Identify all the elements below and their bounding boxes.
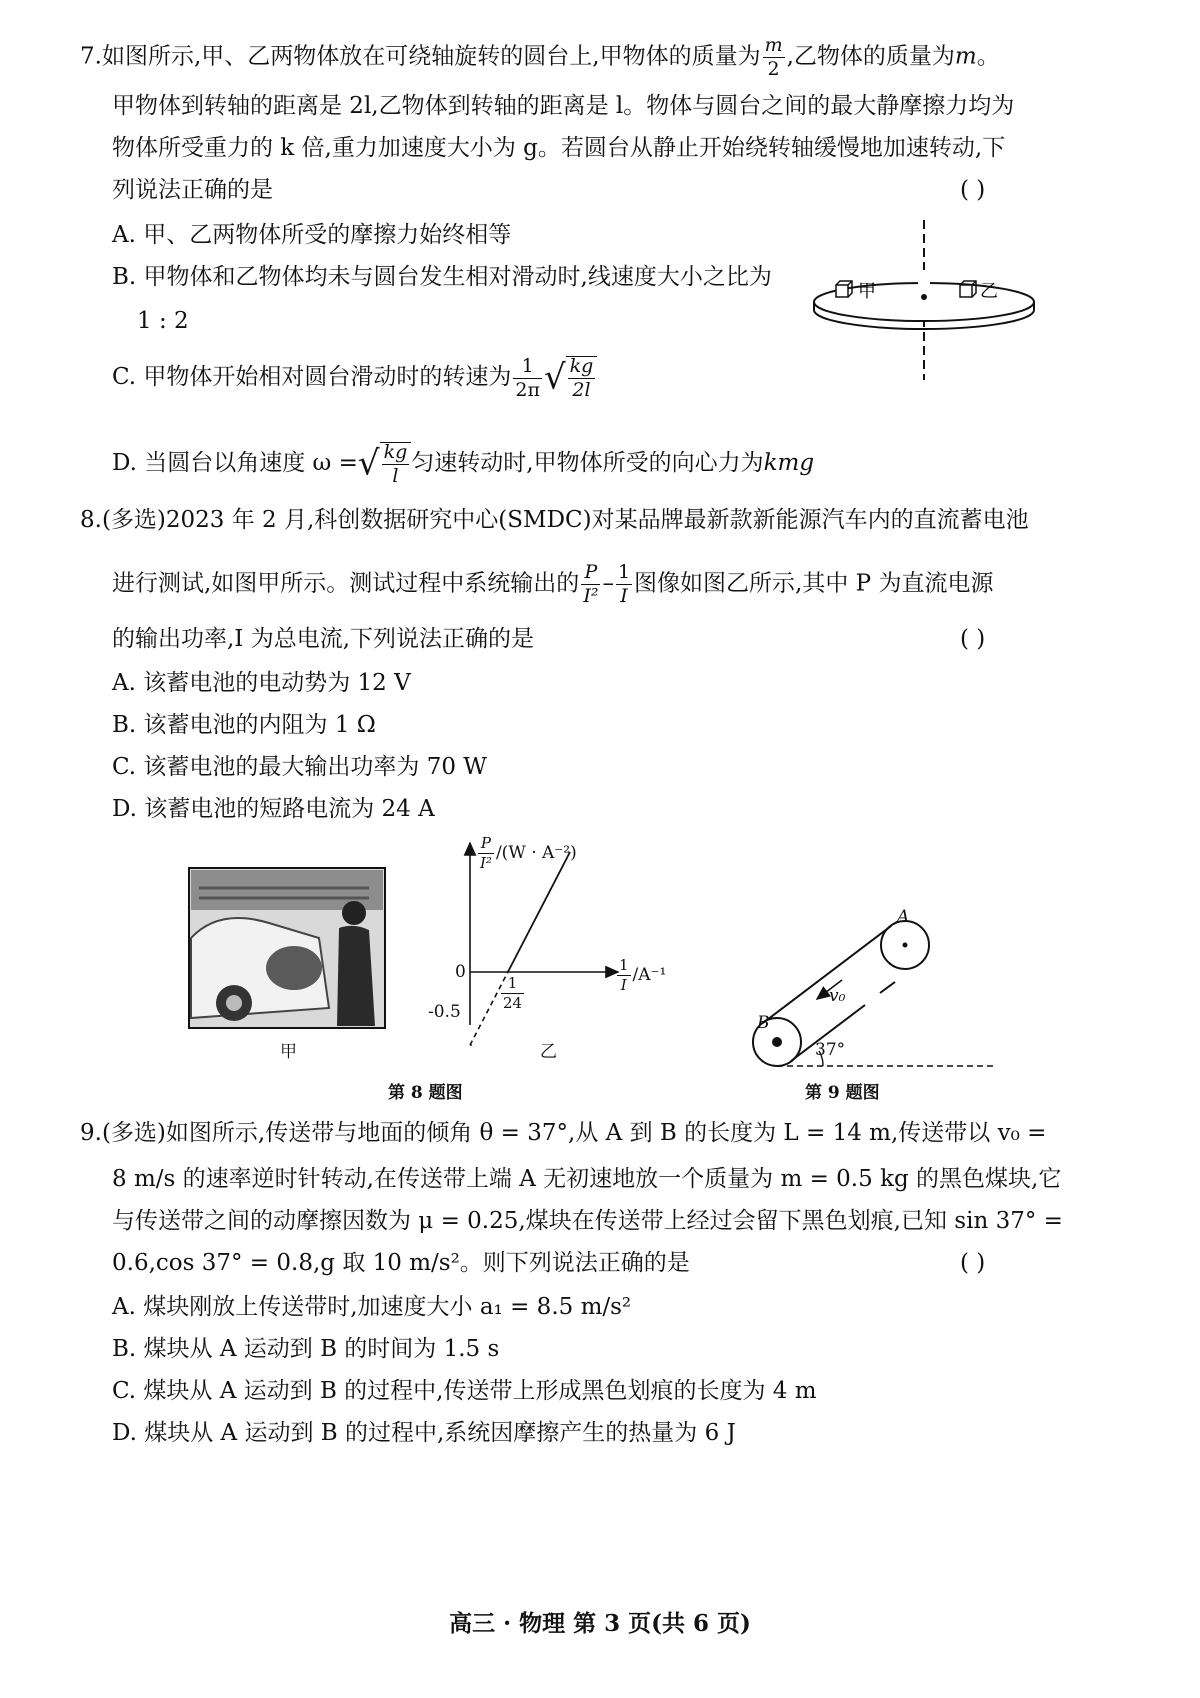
q7-stem-part: 如图所示,甲、乙两物体放在可绕轴旋转的圆台上,甲物体的质量为 [101,43,761,70]
label-jia: 甲 [858,281,876,302]
q9-option-c: C. 煤块从 A 运动到 B 的过程中,传送带上形成黑色划痕的长度为 4 m [112,1378,817,1404]
graph-x-unit: /A⁻¹ [632,965,667,985]
q8-fraction-p-i2 [581,563,600,606]
q7-kmg: kmg [763,450,815,476]
q8-stem-part: 进行测试,如图甲所示。测试过程中系统输出的 [112,570,580,597]
fraction-numerator: P [478,836,494,854]
graph-y-unit: /(W · A⁻²) [495,843,577,863]
fraction-numerator: 1 [617,561,631,583]
radical-denominator: l [392,465,399,487]
q9-label-a: A [897,907,910,927]
q7-line-4: 列说法正确的是 [112,177,273,203]
q8-photo-car-test [189,868,385,1028]
q7-line-1 [80,36,1000,79]
q9-label-v0: v₀ [829,986,846,1006]
q8-caption: 第 8 题图 [388,1083,463,1103]
fraction-numerator: P [581,563,600,585]
graph-origin-label: 0 [455,962,466,982]
q8-option-c: C. 该蓄电池的最大输出功率为 70 W [112,754,487,780]
radical-numerator: kg [383,441,408,463]
q8-answer-paren: ( ) [960,626,986,652]
q7-option-c-radical: √ $\frac{kg}{2l}$ [544,356,597,400]
q9-stem-part: (多选)如图所示,传送带与地面的倾角 θ = 37°,从 A 到 B 的长度为 L = 14 m,传送带以 v₀ = [101,1120,1047,1146]
q8-option-b: B. 该蓄电池的内阻为 1 Ω [112,712,376,738]
fraction-denominator: I [620,585,628,607]
graph-x-tick-label [499,976,526,1011]
page-footer: 高三 · 物理 第 3 页(共 6 页) [449,1610,751,1637]
person-body [337,926,375,1026]
q8-option-a: A. 该蓄电池的电动势为 12 V [112,670,411,696]
q7-option-c [112,356,597,400]
q7-stem-part: ,乙物体的质量为 [786,43,955,70]
q7-option-d [112,442,814,486]
q7-option-d-text: 匀速转动时,甲物体所受的向心力为 [411,450,764,476]
q7-number: 7. [80,43,102,70]
q8-stem-part: (多选)2023 年 2 月,科创数据研究中心(SMDC)对某品牌最新款新能源汽车内的直流蓄电池 [101,507,1029,533]
q9-conveyor-figure [745,905,1005,1075]
q8-stem-part: 图像如图乙所示,其中 P 为直流电源 [634,570,994,597]
radical-numerator: kg [569,355,594,377]
q9-option-b: B. 煤块从 A 运动到 B 的时间为 1.5 s [112,1336,500,1362]
q9-line-2: 8 m/s 的速率逆时针转动,在传送带上端 A 无初速地放一个质量为 m = 0.5 kg 的黑色煤块,它 [112,1166,1062,1192]
q9-option-d: D. 煤块从 A 运动到 B 的过程中,系统因摩擦产生的热量为 6 J [112,1420,736,1446]
q7-option-d-radical: √ $\frac{kg}{l}$ [358,442,411,486]
q9-angle-label: 37° [815,1040,846,1060]
fraction-denominator: 24 [503,994,523,1012]
axis-center-dot [921,294,927,300]
q8-dash: – [602,570,614,597]
q8-option-d: D. 该蓄电池的短路电流为 24 A [112,796,435,822]
q7-line-2: 甲物体到转轴的距离是 2l,乙物体到转轴的距离是 l。物体与圆台之间的最大静摩擦力均为 [112,93,1015,119]
graph-y-tick-label: -0.5 [428,1002,461,1022]
q8-fraction-1-i [616,563,632,606]
q9-line-4: 0.6,cos 37° = 0.8,g 取 10 m/s²。则下列说法正确的是 [112,1250,690,1276]
q9-answer-paren: ( ) [960,1250,986,1276]
q9-number: 9. [80,1120,102,1146]
q9-caption: 第 9 题图 [805,1083,880,1103]
graph-x-label [615,958,666,993]
q9-line-3: 与传送带之间的动摩擦因数为 μ = 0.25,煤块在传送带上经过会留下黑色划痕,已知 sin 37° = [112,1208,1063,1234]
q7-option-b-ratio: 1 : 2 [137,308,189,334]
q7-option-c-fraction [513,354,542,401]
q7-mass-symbol: m [954,43,977,70]
fraction-denominator: I [620,976,627,994]
graph-y-label [476,836,577,871]
q8-line-3: 的输出功率,I 为总电流,下列说法正确的是 [112,626,535,652]
q8-line-2 [112,563,993,606]
fraction-denominator: 2π [515,378,540,401]
fraction-denominator: I² [583,585,599,607]
q7-option-c-text: C. 甲物体开始相对圆台滑动时的转速为 [112,364,512,390]
q8-line-1 [80,507,1029,535]
fraction-numerator: 1 [619,956,629,974]
fraction-numerator: m [764,34,783,56]
q7-option-a: A. 甲、乙两物体所受的摩擦力始终相等 [112,222,512,248]
fraction-denominator: 2 [767,58,780,80]
q9-label-b: B [757,1013,770,1033]
axis-gap [918,270,930,298]
belt-upper [763,926,891,1023]
person-head [342,901,366,925]
fraction-numerator: 1 [513,357,542,379]
q7-answer-paren: ( ) [960,177,986,203]
q7-option-b: B. 甲物体和乙物体均未与圆台发生相对滑动时,线速度大小之比为 [112,264,772,290]
q7-stem-part: 。 [976,43,1000,70]
q7-mass-fraction [763,36,785,79]
q8-photo-label: 甲 [280,1042,297,1062]
label-yi: 乙 [980,281,998,302]
q8-graph-label: 乙 [540,1042,557,1062]
fraction-numerator: 1 [501,976,524,994]
q7-option-d-text: D. 当圆台以角速度 ω = [112,450,358,476]
q7-turntable-figure [800,220,1040,390]
radical-denominator: 2l [572,379,591,401]
fraction-denominator: I² [480,854,492,872]
q9-option-a: A. 煤块刚放上传送带时,加速度大小 a₁ = 8.5 m/s² [112,1294,632,1320]
q8-number: 8. [80,507,102,533]
engine-bay [266,946,322,990]
q7-line-3: 物体所受重力的 k 倍,重力加速度大小为 g。若圆台从静止开始绕转轴缓慢地加速转动,下 [112,135,1006,161]
q9-line-1 [80,1120,1046,1148]
